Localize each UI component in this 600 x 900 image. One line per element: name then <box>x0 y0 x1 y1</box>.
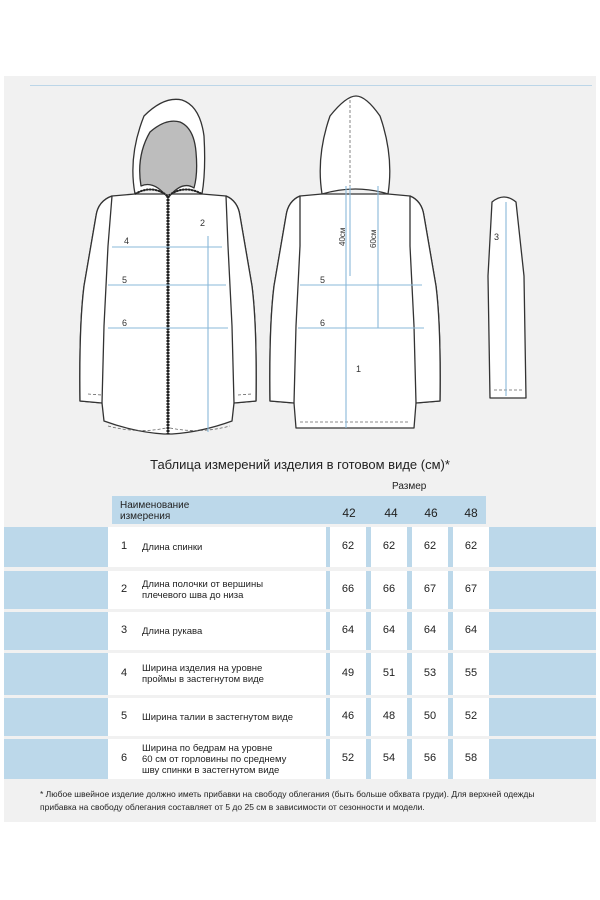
row-label-line: Ширина талии в застегнутом виде <box>142 711 294 723</box>
garment-sketch <box>4 76 596 446</box>
row-label-line: проймы в застегнутом виде <box>142 674 264 685</box>
value-text: 64 <box>341 624 355 636</box>
row-label-line: Ширина изделия на уровне <box>142 663 263 674</box>
value-text: 52 <box>341 752 355 764</box>
label-back-1: 1 <box>356 364 362 374</box>
row-label-line: Ширина по бедрам на уровне <box>142 742 273 754</box>
footnote-line2: прибавка на свободу облегания составляет от 5 до 25 см в зависимости от сезонности и модели. <box>40 802 425 812</box>
label-back-5: 5 <box>320 275 326 285</box>
value-text: 48 <box>382 710 396 722</box>
value-text: 49 <box>341 667 355 679</box>
value-text: 67 <box>464 583 478 595</box>
row-label <box>142 542 327 553</box>
label-front-5: 5 <box>122 275 128 285</box>
label-40cm: 40см <box>338 227 347 246</box>
footnote <box>40 788 585 814</box>
value-text: 66 <box>341 583 355 595</box>
value-text: 51 <box>382 667 396 679</box>
value-text: 53 <box>423 667 437 679</box>
row-label-line: Длина полочки от вершины <box>142 579 264 590</box>
value-text: 62 <box>341 540 355 552</box>
row-label <box>142 712 327 723</box>
row-number: 5 <box>120 710 128 722</box>
size-col-42: 42 <box>342 506 356 520</box>
size-col-44: 44 <box>384 506 398 520</box>
row-number: 1 <box>120 540 128 552</box>
label-front-2: 2 <box>200 218 206 228</box>
value-text: 66 <box>382 583 396 595</box>
size-col-48: 48 <box>464 506 478 520</box>
label-60cm: 60см <box>369 229 378 248</box>
value-text: 54 <box>382 752 396 764</box>
row-number: 2 <box>120 583 128 595</box>
value-text: 67 <box>423 583 437 595</box>
name-header-line2: измерения <box>120 511 171 522</box>
value-text: 46 <box>341 710 355 722</box>
value-text: 58 <box>464 752 478 764</box>
value-text: 64 <box>423 624 437 636</box>
value-text: 52 <box>464 710 478 722</box>
row-label <box>142 743 327 776</box>
row-number: 3 <box>120 624 128 636</box>
row-label <box>142 626 327 637</box>
value-text: 55 <box>464 667 478 679</box>
row-label-line: 60 см от горловины по среднему <box>142 753 287 765</box>
label-sleeve-3: 3 <box>494 232 500 242</box>
separate-sleeve <box>488 197 526 398</box>
value-text: 62 <box>423 540 437 552</box>
value-text: 50 <box>423 710 437 722</box>
value-text: 62 <box>382 540 396 552</box>
label-front-6: 6 <box>122 318 128 328</box>
size-col-46: 46 <box>424 506 438 520</box>
row-number: 4 <box>120 667 128 679</box>
name-header-line1: Наименование <box>120 500 190 511</box>
label-front-4: 4 <box>124 236 130 246</box>
row-label <box>142 663 327 685</box>
footnote-line1: * Любое швейное изделие должно иметь прибавки на свободу облегания (быть больше обхвата груди). Для верхней одежды <box>40 789 535 799</box>
row-label-line: плечевого шва до низа <box>142 590 244 601</box>
size-header: Размер <box>392 481 427 492</box>
name-header <box>120 500 340 522</box>
row-label-line: Длина рукава <box>142 625 203 637</box>
value-text: 62 <box>464 540 478 552</box>
label-back-6: 6 <box>320 318 326 328</box>
row-label <box>142 579 327 601</box>
table-title: Таблица измерений изделия в готовом виде (см)* <box>150 457 450 472</box>
value-text: 64 <box>464 624 478 636</box>
row-number: 6 <box>120 752 128 764</box>
back-hood <box>320 96 390 194</box>
value-text: 64 <box>382 624 396 636</box>
row-label-line: шву спинки в застегнутом виде <box>142 764 280 776</box>
row-label-line: Длина спинки <box>142 541 203 553</box>
value-text: 56 <box>423 752 437 764</box>
